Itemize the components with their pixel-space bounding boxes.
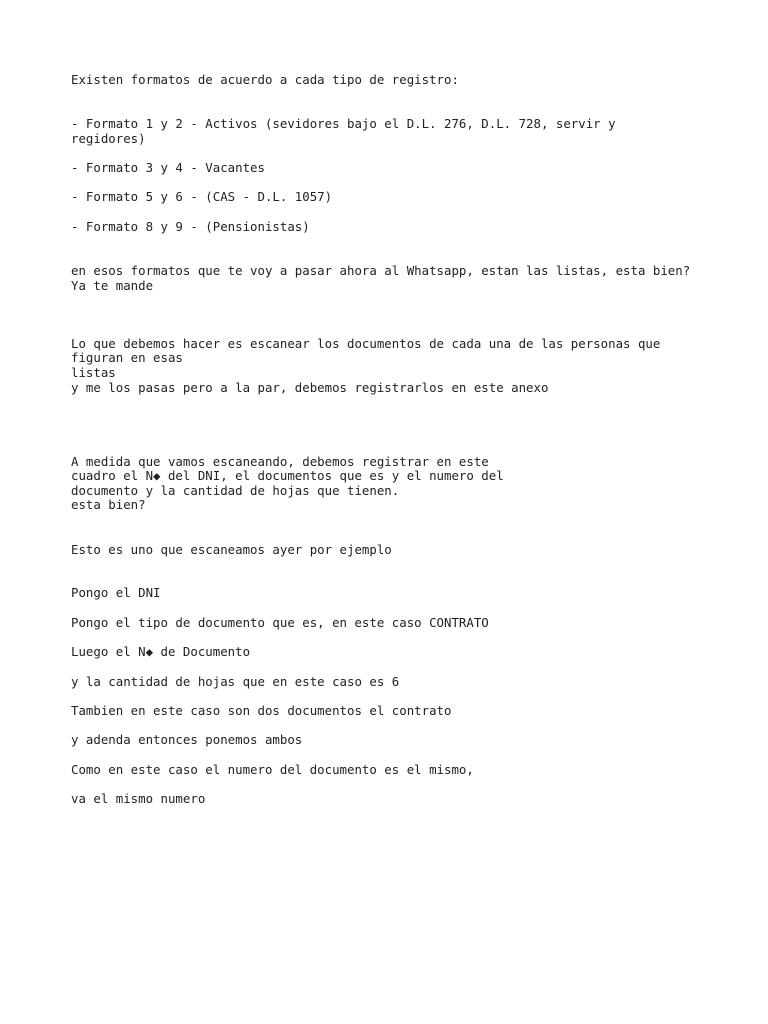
text-line: regidores) bbox=[71, 131, 146, 146]
text-line: va el mismo numero bbox=[71, 791, 206, 806]
text-line: Pongo el tipo de documento que es, en este caso CONTRATO bbox=[71, 615, 489, 630]
text-line: en esos formatos que te voy a pasar ahora al Whatsapp, estan las listas, esta bien? bbox=[71, 263, 691, 278]
text-line: - Formato 1 y 2 - Activos (sevidores bajo el D.L. 276, D.L. 728, servir y bbox=[71, 116, 616, 131]
text-line: A medida que vamos escaneando, debemos registrar en este bbox=[71, 454, 489, 469]
text-line: esta bien? bbox=[71, 497, 146, 512]
text-line: Como en este caso el numero del documento es el mismo, bbox=[71, 762, 474, 777]
text-line: Tambien en este caso son dos documentos el contrato bbox=[71, 703, 452, 718]
text-line: figuran en esas bbox=[71, 350, 183, 365]
text-line: Existen formatos de acuerdo a cada tipo de registro: bbox=[71, 72, 459, 87]
text-line: listas bbox=[71, 365, 116, 380]
text-line: y la cantidad de hojas que en este caso es 6 bbox=[71, 674, 400, 689]
text-line: Esto es uno que escaneamos ayer por ejemplo bbox=[71, 542, 392, 557]
text-line: Ya te mande bbox=[71, 278, 154, 293]
text-line: - Formato 8 y 9 - (Pensionistas) bbox=[71, 219, 310, 234]
text-line: y adenda entonces ponemos ambos bbox=[71, 732, 303, 747]
text-line: - Formato 5 y 6 - (CAS - D.L. 1057) bbox=[71, 189, 333, 204]
text-line: y me los pasas pero a la par, debemos registrarlos en este anexo bbox=[71, 380, 549, 395]
text-line: Luego el N◆ de Documento bbox=[71, 644, 251, 659]
text-line: Pongo el DNI bbox=[71, 585, 161, 600]
text-line: - Formato 3 y 4 - Vacantes bbox=[71, 160, 265, 175]
text-line: Lo que debemos hacer es escanear los documentos de cada una de las personas que bbox=[71, 336, 661, 351]
text-line: cuadro el N◆ del DNI, el documentos que es y el numero del bbox=[71, 468, 504, 483]
text-line: documento y la cantidad de hojas que tienen. bbox=[71, 483, 400, 498]
